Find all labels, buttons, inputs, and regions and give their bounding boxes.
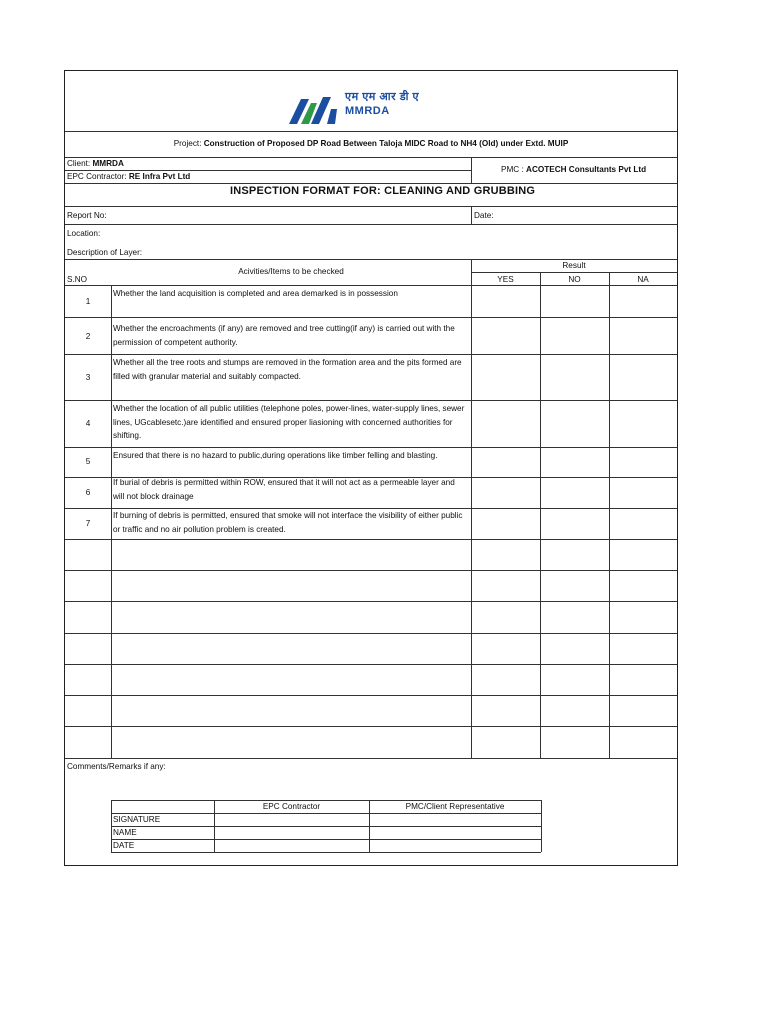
row-3-text: Whether all the tree roots and stumps are removed in the formation area and the pits formed are filled with granular material and suitably compacted. bbox=[113, 358, 462, 381]
pmc-field: PMC : ACOTECH Consultants Pvt Ltd bbox=[501, 165, 647, 174]
activities-header: Acivities/Items to be checked bbox=[238, 267, 344, 276]
epc-contractor-value: RE Infra Pvt Ltd bbox=[128, 172, 191, 181]
client-field: Client: MMRDA bbox=[67, 159, 124, 168]
logo-english-text: MMRDA bbox=[345, 105, 390, 117]
inspection-heading: INSPECTION FORMAT FOR: CLEANING AND GRUBBING bbox=[230, 185, 536, 197]
logo-hindi-text: एम एम आर डी ए bbox=[345, 91, 420, 103]
row-6-text: If burial of debris is permitted within ROW, ensured that it will not act as a permeable layer and will not block drainage bbox=[113, 478, 455, 501]
row-1-number: 1 bbox=[85, 297, 91, 306]
report-no-label: Report No: bbox=[67, 211, 107, 220]
row-3-number: 3 bbox=[85, 373, 91, 382]
project-line bbox=[65, 137, 677, 150]
description-label: Description of Layer: bbox=[67, 248, 143, 257]
location-label: Location: bbox=[67, 229, 101, 238]
client-value: MMRDA bbox=[92, 159, 124, 168]
project-label: Project: bbox=[173, 139, 204, 148]
name-row-label: NAME bbox=[113, 828, 137, 837]
row-1-text: Whether the land acquisition is completed and area demarked is in possession bbox=[113, 289, 398, 298]
pmc-value: ACOTECH Consultants Pvt Ltd bbox=[526, 165, 647, 174]
row-5-number: 5 bbox=[85, 457, 91, 466]
row-7-number: 7 bbox=[85, 519, 91, 528]
no-header: NO bbox=[568, 275, 581, 284]
yes-header: YES bbox=[497, 275, 514, 284]
na-header: NA bbox=[637, 275, 649, 284]
row-2-number: 2 bbox=[85, 332, 91, 341]
mmrda-logo-icon bbox=[287, 91, 343, 125]
signature-row-label: SIGNATURE bbox=[113, 815, 161, 824]
epc-contractor-field: EPC Contractor: RE Infra Pvt Ltd bbox=[67, 172, 191, 181]
signature-epc-header: EPC Contractor bbox=[262, 802, 321, 811]
row-5-text: Ensured that there is no hazard to public,during operations like timber felling and blasting. bbox=[113, 451, 438, 460]
signature-pmc-header: PMC/Client Representative bbox=[405, 802, 505, 811]
sno-header: S.NO bbox=[67, 275, 88, 284]
result-header: Result bbox=[562, 261, 586, 270]
row-6-number: 6 bbox=[85, 488, 91, 497]
inspection-form bbox=[64, 70, 678, 866]
row-4-text: Whether the location of all public utilities (telephone poles, power-lines, water-supply lines, sewer lines, UGcablesetc.)are identified and ensured proper liasioning with concerned authorities for shifting. bbox=[113, 404, 465, 441]
project-title: Construction of Proposed DP Road Between Taloja MIDC Road to NH4 (Old) under Extd. MUIP bbox=[203, 139, 569, 148]
date-row-label: DATE bbox=[113, 841, 135, 850]
row-4-number: 4 bbox=[85, 419, 91, 428]
date-label: Date: bbox=[474, 211, 494, 220]
row-7-text: If burning of debris is permitted, ensured that smoke will not interface the visibility of either public or traffic and no air pollution problem is created. bbox=[113, 511, 463, 534]
comments-label: Comments/Remarks if any: bbox=[67, 762, 166, 771]
row-2-text: Whether the encroachments (if any) are removed and tree cutting(if any) is carried out with the permission of competent authority. bbox=[113, 324, 455, 347]
